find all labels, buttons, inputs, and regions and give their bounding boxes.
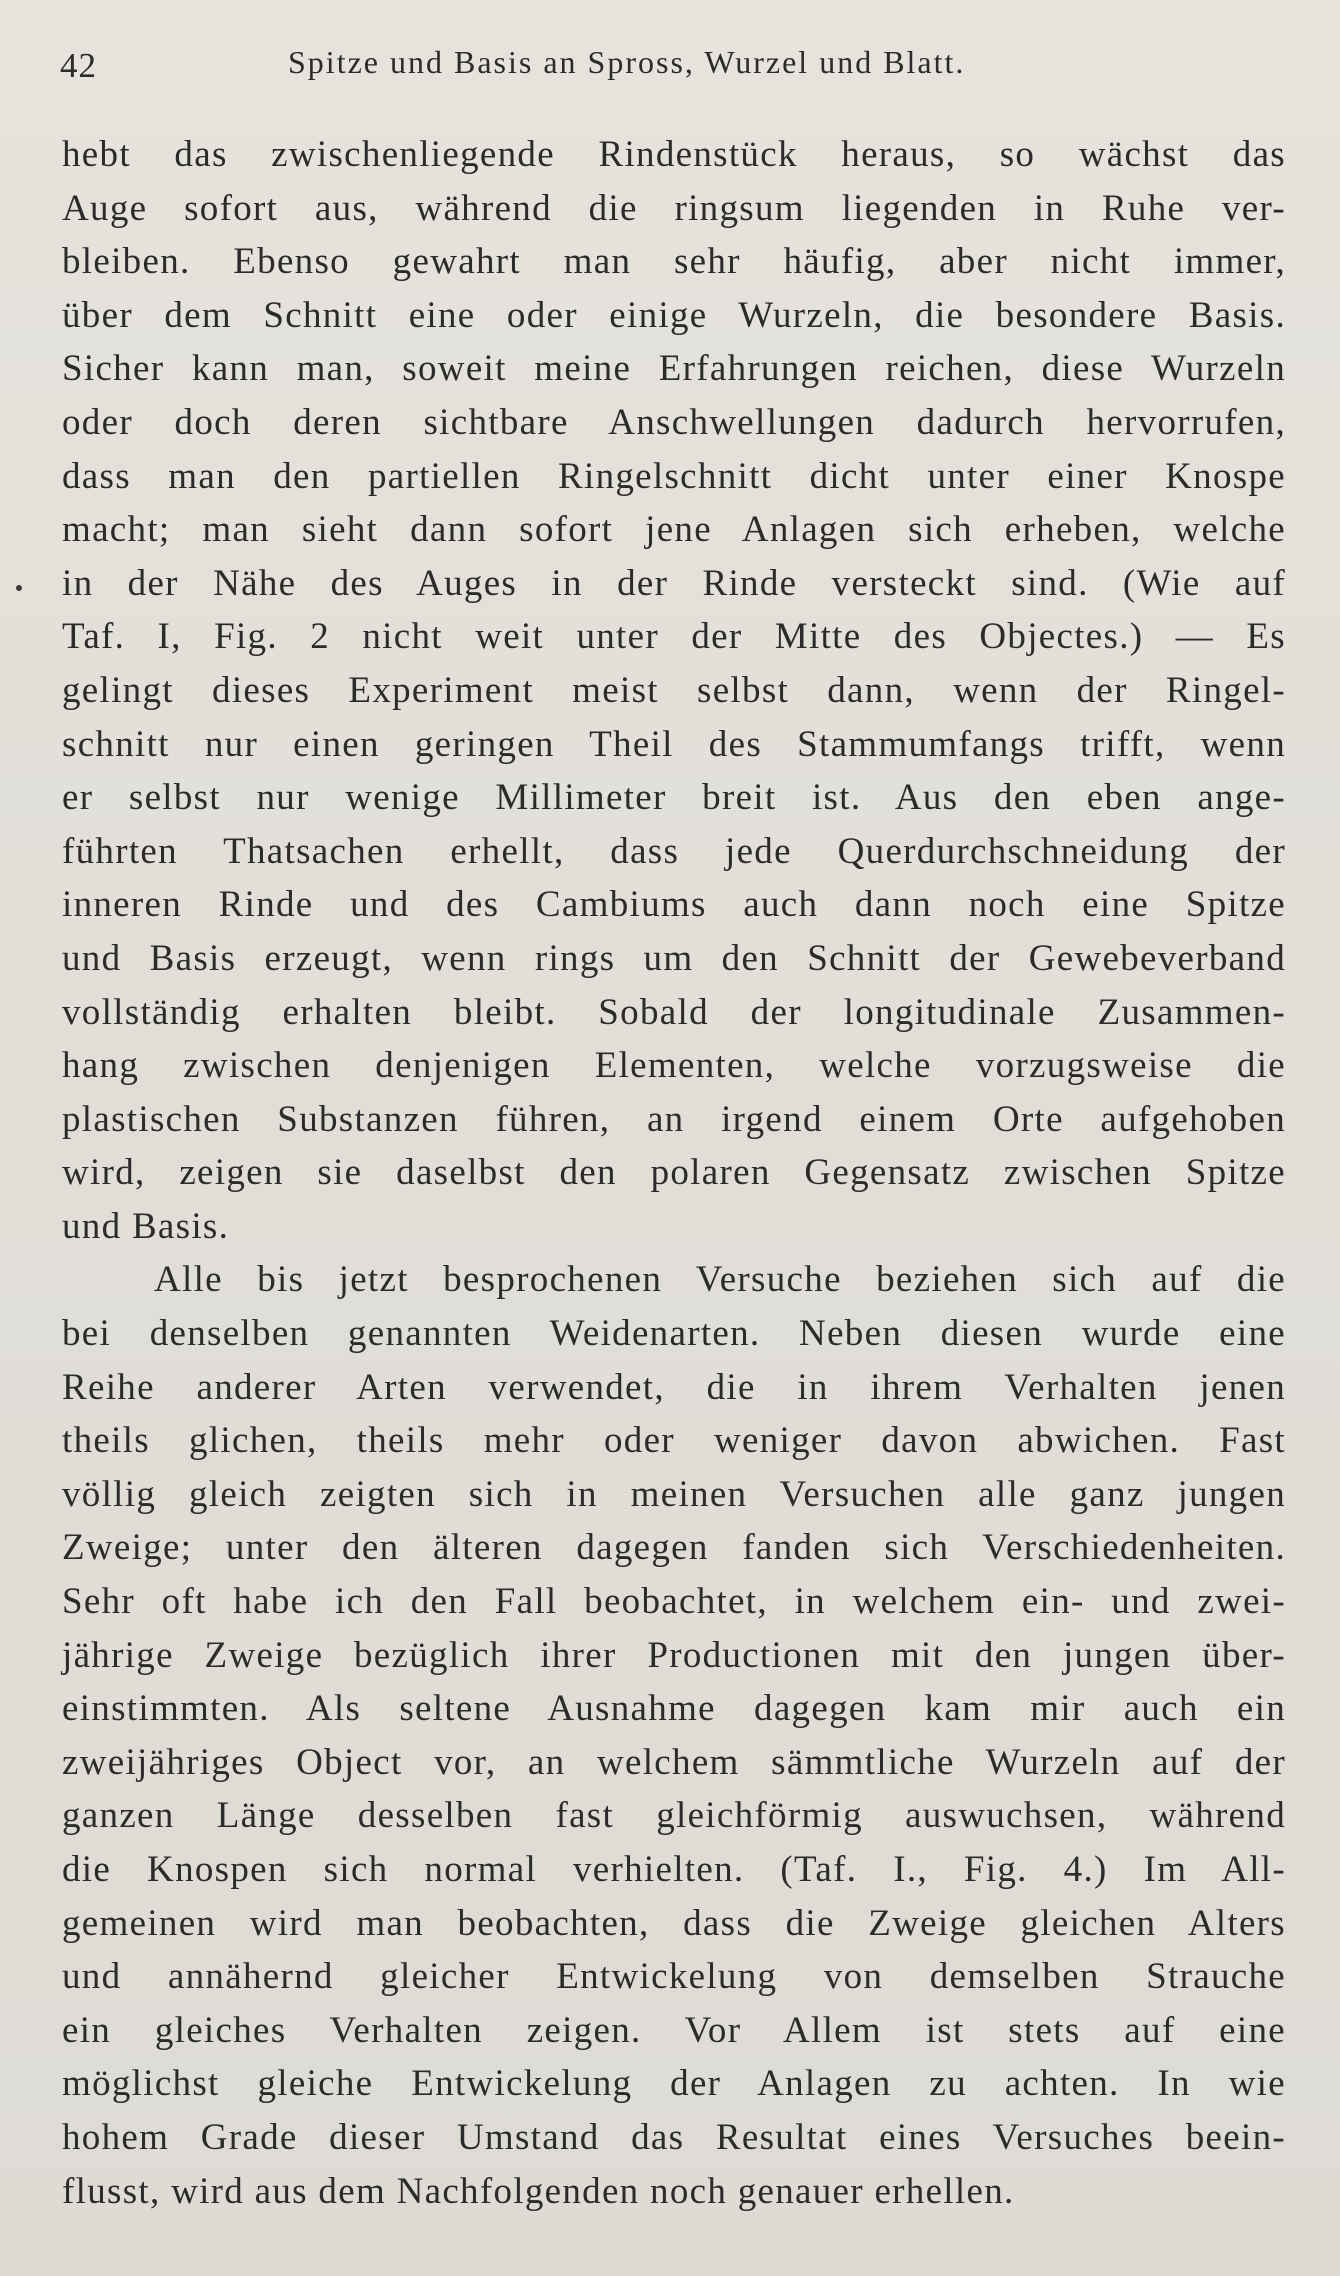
page-number: 42 <box>60 46 97 85</box>
text-line: hang zwischen denjenigen Elementen, welche vorzugsweise die <box>62 1045 1286 1087</box>
text-line: über dem Schnitt eine oder einige Wurzeln, die besondere Basis. <box>62 294 1286 336</box>
text-line: schnitt nur einen geringen Theil des Stammumfangs trifft, wenn <box>62 723 1286 765</box>
text-line: inneren Rinde und des Cambiums auch dann noch eine Spitze <box>62 884 1286 926</box>
text-line: bleiben. Ebenso gewahrt man sehr häufig, aber nicht immer, <box>62 241 1286 283</box>
text-line: gelingt dieses Experiment meist selbst dann, wenn der Ringel- <box>62 669 1286 711</box>
text-line: und Basis. <box>62 1205 230 1247</box>
text-line: führten Thatsachen erhellt, dass jede Querdurchschneidung der <box>62 830 1286 872</box>
text-line: möglichst gleiche Entwickelung der Anlagen zu achten. In wie <box>62 2063 1286 2105</box>
paragraph-2 <box>62 1253 1286 2218</box>
text-line: und annähernd gleicher Entwickelung von demselben Strauche <box>62 1956 1286 1998</box>
body-text <box>62 128 1286 2218</box>
text-line: oder doch deren sichtbare Anschwellungen dadurch hervorrufen, <box>62 401 1286 443</box>
text-line: einstimmten. Als seltene Ausnahme dagegen kam mir auch ein <box>62 1688 1286 1730</box>
text-line: gemeinen wird man beobachten, dass die Zweige gleichen Alters <box>62 1902 1286 1944</box>
running-title: Spitze und Basis an Spross, Wurzel und Blatt. <box>288 44 966 80</box>
text-line: Alle bis jetzt besprochenen Versuche beziehen sich auf die <box>154 1259 1286 1301</box>
text-line: plastischen Substanzen führen, an irgend einem Orte aufgehoben <box>62 1098 1286 1140</box>
text-line: dass man den partiellen Ringelschnitt dicht unter einer Knospe <box>62 455 1286 497</box>
paragraph-1 <box>62 128 1286 1253</box>
page-header <box>60 40 1286 90</box>
text-line: Sicher kann man, soweit meine Erfahrungen reichen, diese Wurzeln <box>62 348 1286 390</box>
text-line: die Knospen sich normal verhielten. (Taf. I., Fig. 4.) Im All- <box>62 1849 1286 1890</box>
text-line: jährige Zweige bezüglich ihrer Productionen mit den jungen über- <box>62 1634 1286 1676</box>
text-line: vollständig erhalten bleibt. Sobald der longitudinale Zusammen- <box>62 991 1286 1033</box>
text-line: Taf. I, Fig. 2 nicht weit unter der Mitte des Objectes.) — Es <box>62 616 1286 658</box>
text-line: macht; man sieht dann sofort jene Anlagen sich erheben, welche <box>62 509 1286 551</box>
text-line: zweijähriges Object vor, an welchem sämmtliche Wurzeln auf der <box>62 1741 1286 1783</box>
text-line: hohem Grade dieser Umstand das Resultat eines Versuches beein- <box>62 2116 1286 2158</box>
text-line: völlig gleich zeigten sich in meinen Versuchen alle ganz jungen <box>62 1473 1286 1515</box>
text-line: er selbst nur wenige Millimeter breit ist. Aus den eben ange- <box>62 777 1286 819</box>
text-line: hebt das zwischenliegende Rindenstück heraus, so wächst das <box>62 134 1286 175</box>
text-line: Reihe anderer Arten verwendet, die in ihrem Verhalten jenen <box>62 1366 1286 1408</box>
text-line: ein gleiches Verhalten zeigen. Vor Allem ist stets auf eine <box>62 2009 1286 2051</box>
margin-dot <box>16 585 22 591</box>
text-line: und Basis erzeugt, wenn rings um den Schnitt der Gewebeverband <box>62 937 1286 979</box>
text-line: flusst, wird aus dem Nachfolgenden noch genauer erhellen. <box>62 2170 1015 2212</box>
text-line: wird, zeigen sie daselbst den polaren Gegensatz zwischen Spitze <box>62 1152 1286 1194</box>
text-line: in der Nähe des Auges in der Rinde versteckt sind. (Wie auf <box>62 562 1286 604</box>
text-line: theils glichen, theils mehr oder weniger davon abwichen. Fast <box>62 1420 1286 1462</box>
text-line: ganzen Länge desselben fast gleichförmig auswuchsen, während <box>62 1795 1286 1837</box>
text-line: bei denselben genannten Weidenarten. Neben diesen wurde eine <box>62 1313 1286 1355</box>
text-line: Auge sofort aus, während die ringsum liegenden in Ruhe ver- <box>62 187 1286 229</box>
text-line: Zweige; unter den älteren dagegen fanden sich Verschiedenheiten. <box>62 1527 1286 1569</box>
text-line: Sehr oft habe ich den Fall beobachtet, in welchem ein- und zwei- <box>62 1581 1286 1623</box>
